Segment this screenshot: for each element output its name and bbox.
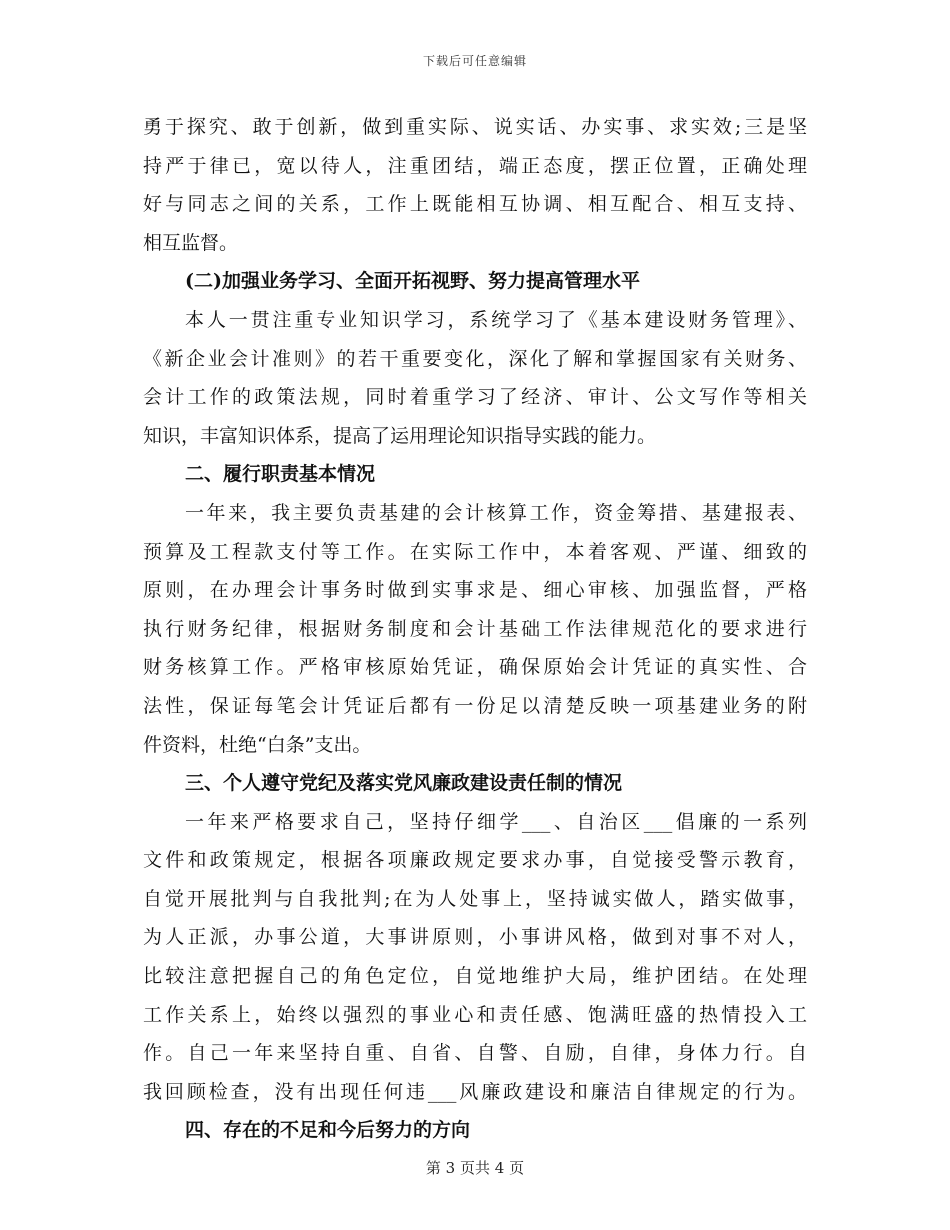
body-line: 一年来严格要求自己，坚持仔细学___、自治区___倡廉的一系列 xyxy=(185,810,807,833)
body-line: 我回顾检查，没有出现任何违___风廉政建设和廉洁自律规定的行为。 xyxy=(143,1080,807,1103)
body-line: 法性，保证每笔会计凭证后都有一份足以清楚反映一项基建业务的附 xyxy=(143,694,807,717)
body-line: 好与同志之间的关系，工作上既能相互协调、相互配合、相互支持、 xyxy=(143,193,807,216)
section-heading: (二)加强业务学习、全面开拓视野、努力提高管理水平 xyxy=(185,270,640,293)
section-heading: 四、存在的不足和今后努力的方向 xyxy=(185,1119,471,1142)
body-line: 原则，在办理会计事务时做到实事求是、细心审核、加强监督，严格 xyxy=(143,579,807,602)
body-line: 自觉开展批判与自我批判;在为人处事上，坚持诚实做人，踏实做事， xyxy=(143,887,807,910)
body-line: 本人一贯注重专业知识学习，系统学习了《基本建设财务管理》、 xyxy=(185,308,807,331)
body-line: 知识，丰富知识体系，提高了运用理论知识指导实践的能力。 xyxy=(143,424,657,447)
body-line: 执行财务纪律，根据财务制度和会计基础工作法律规范化的要求进行 xyxy=(143,617,807,640)
section-heading: 三、个人遵守党纪及落实党风廉政建设责任制的情况 xyxy=(185,772,623,795)
body-line: 比较注意把握自己的角色定位，自觉地维护大局，维护团结。在处理 xyxy=(143,965,807,988)
body-line: 作。自己一年来坚持自重、自省、自警、自励，自律，身体力行。自 xyxy=(143,1042,807,1065)
body-line: 工作关系上，始终以强烈的事业心和责任感、饱满旺盛的热情投入工 xyxy=(143,1003,807,1026)
body-line: 会计工作的政策法规，同时着重学习了经济、审计、公文写作等相关 xyxy=(143,386,807,409)
body-line: 持严于律已，宽以待人，注重团结，端正态度，摆正位置，正确处理 xyxy=(143,154,807,177)
section-heading: 二、履行职责基本情况 xyxy=(185,463,376,486)
body-line: 件资料，杜绝“白条”支出。 xyxy=(143,733,372,756)
page-number: 第 3 页共 4 页 xyxy=(425,1159,525,1177)
body-line: 勇于探究、敢于创新，做到重实际、说实话、办实事、求实效;三是坚 xyxy=(143,116,807,138)
body-line: 相互监督。 xyxy=(143,231,239,254)
body-line: 为人正派，办事公道，大事讲原则，小事讲风格，做到对事不对人， xyxy=(143,926,807,949)
body-line: 一年来，我主要负责基建的会计核算工作，资金筹措、基建报表、 xyxy=(185,501,807,524)
body-line: 预算及工程款支付等工作。在实际工作中，本着客观、严谨、细致的 xyxy=(143,540,807,563)
body-line: 财务核算工作。严格审核原始凭证，确保原始会计凭证的真实性、合 xyxy=(143,656,807,679)
body-line: 文件和政策规定，根据各项廉政规定要求办事，自觉接受警示教育， xyxy=(143,849,807,872)
page-header: 下载后可任意编辑 xyxy=(422,54,527,68)
body-line: 《新企业会计准则》的若干重要变化，深化了解和掌握国家有关财务、 xyxy=(143,347,807,370)
document-body xyxy=(143,108,807,1150)
